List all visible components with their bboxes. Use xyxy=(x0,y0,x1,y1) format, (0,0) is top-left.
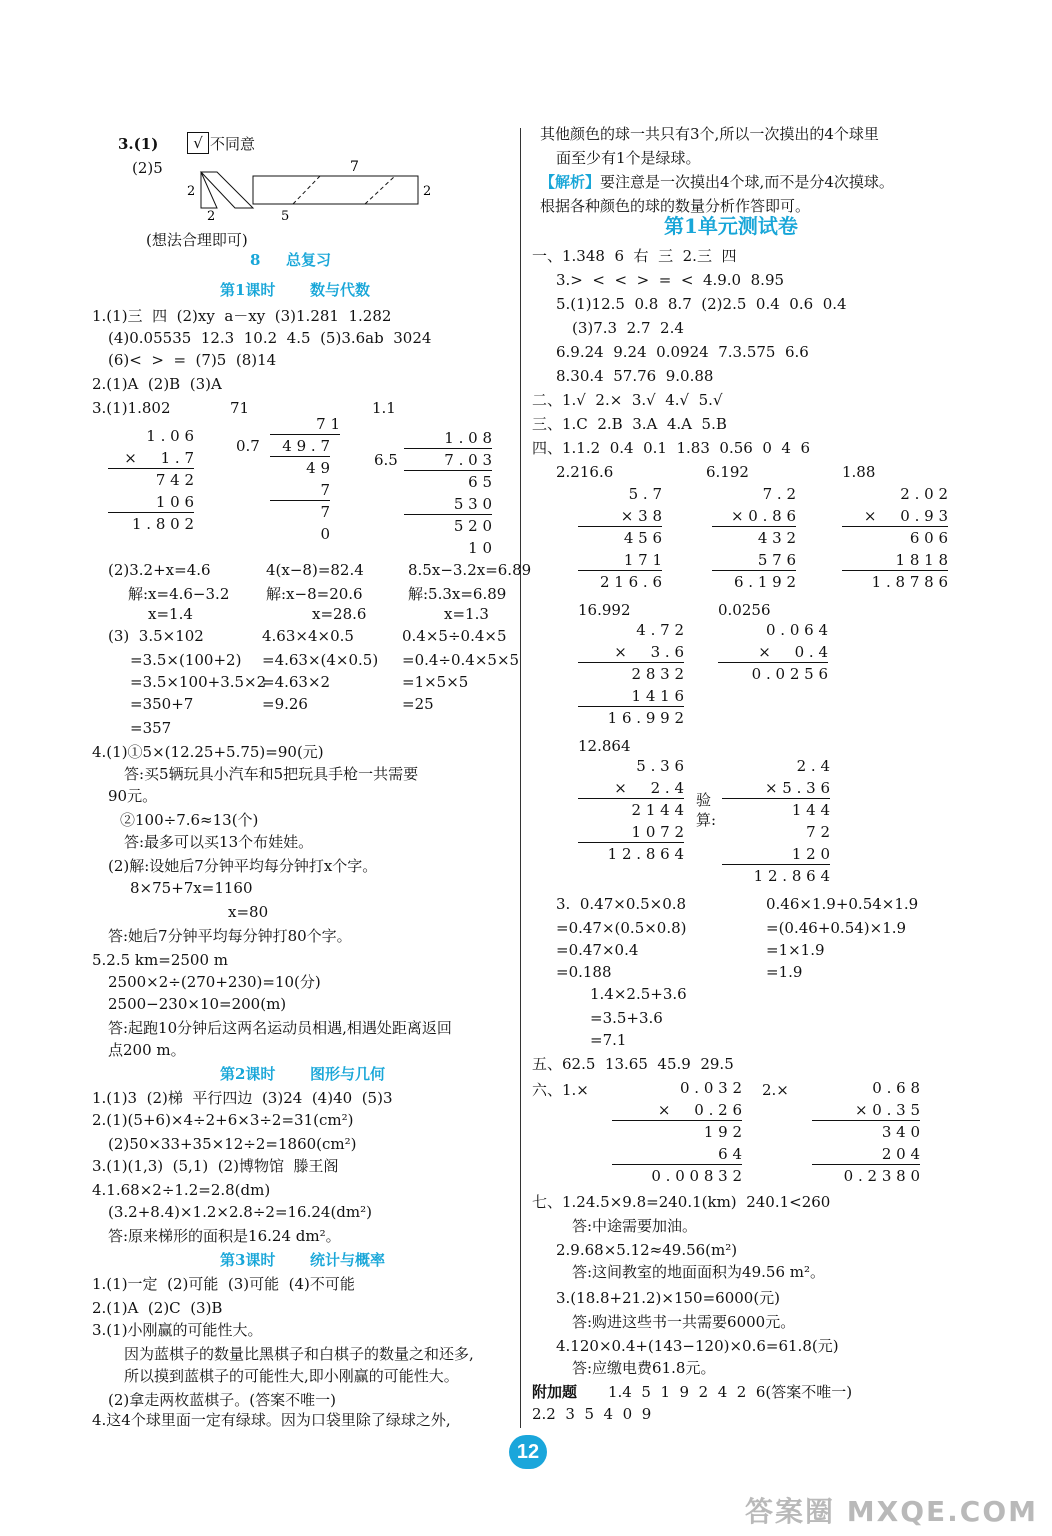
rule-line xyxy=(108,468,194,469)
text-line: x=28.6 xyxy=(312,605,367,623)
text-line: 8.30.4 57.76 9.0.88 xyxy=(556,367,714,385)
calc-line: 6 5 xyxy=(468,473,492,491)
text-line: 3. 0.47×0.5×0.8 xyxy=(556,895,687,913)
text-line: =(0.46+0.54)×1.9 xyxy=(766,919,907,937)
lesson-topic: 数与代数 xyxy=(310,281,371,299)
text-line: 2.× xyxy=(762,1081,789,1099)
rule-line xyxy=(270,500,330,501)
text-line: 解:x−8=20.6 xyxy=(266,585,363,603)
calc-line: 0 xyxy=(320,525,330,543)
lesson-title: 第2课时 xyxy=(220,1065,276,1083)
fig-label-left: 2 xyxy=(187,184,196,199)
rule-line xyxy=(270,456,330,457)
text-line: (2)3.2+x=4.6 xyxy=(108,561,211,579)
text-line: 4.120×0.4+(143−120)×0.6=61.8(元) xyxy=(556,1337,839,1355)
text-line: 解:x=4.6−3.2 xyxy=(128,585,230,603)
calc-line: × 0 . 4 xyxy=(758,643,828,661)
calc-line: 2 1 4 4 xyxy=(631,801,684,819)
rule-line xyxy=(108,512,194,513)
calc-line: 5 . 7 xyxy=(628,485,662,503)
calc-line: 1 4 4 xyxy=(791,801,830,819)
text-line: 四、1.1.2 0.4 0.1 1.83 0.56 0 4 6 xyxy=(532,439,811,457)
calc-line: 1 6 . 9 9 2 xyxy=(607,709,684,727)
text-line: (想法合理即可) xyxy=(146,231,248,249)
calc-line: 4 9 . 7 xyxy=(282,437,330,455)
text-line: x=80 xyxy=(228,903,269,921)
text-line: x=1.3 xyxy=(444,605,489,623)
check-box: √ xyxy=(187,132,209,154)
text-line: (3)7.3 2.7 2.4 xyxy=(572,319,684,337)
text-line: 答:最多可以买13个布娃娃。 xyxy=(124,833,314,851)
calc-line: 2 . 0 2 xyxy=(900,485,948,503)
text-line: 16.992 xyxy=(578,601,631,619)
calc-line: 1 . 0 6 xyxy=(146,427,194,445)
text-line: 0.4×5÷0.4×5 xyxy=(402,627,507,645)
text-line: 其他颜色的球一共只有3个,所以一次摸出的4个球里 xyxy=(540,125,879,143)
rule-line xyxy=(842,570,948,571)
text-line: 3.(1)1.802 xyxy=(92,399,171,417)
calc-line: × 0 . 9 3 xyxy=(863,507,948,525)
text-line: (2)5 xyxy=(132,159,163,177)
text-line: 答:买5辆玩具小汽车和5把玩具手枪一共需要 xyxy=(124,765,419,783)
text-line: 答:这间教室的地面面积为49.56 m²。 xyxy=(572,1263,826,1281)
text-line: (6)< > = (7)5 (8)14 xyxy=(108,351,277,369)
text-line: 0.0256 xyxy=(718,601,771,619)
text-line: 根据各种颜色的球的数量分析作答即可。 xyxy=(540,197,811,215)
calc-line: 6 . 1 9 2 xyxy=(733,573,796,591)
calc-line: 1 2 . 8 6 4 xyxy=(607,845,684,863)
calc-line: 3 4 0 xyxy=(881,1123,920,1141)
text-line: (4)0.05535 12.3 10.2 4.5 (5)3.6ab 3024 xyxy=(108,329,432,347)
rule-line xyxy=(404,448,492,449)
calc-line: 7 4 2 xyxy=(155,471,194,489)
bonus-label: 附加题 xyxy=(532,1383,578,1401)
text-line: 点200 m。 xyxy=(108,1041,186,1059)
calc-line: × 0 . 3 5 xyxy=(854,1101,920,1119)
text-line: (3.2+8.4)×1.2×2.8÷2=16.24(dm²) xyxy=(108,1203,372,1221)
text-line: 2500−230×10=200(m) xyxy=(108,995,287,1013)
verify-label: 验 算: xyxy=(696,791,717,829)
calc-line: 7 . 2 xyxy=(762,485,796,503)
analysis-tag: 【解析】 xyxy=(540,173,601,191)
calc-line: × 5 . 3 6 xyxy=(764,779,830,797)
text-line: =3.5×(100+2) xyxy=(130,651,242,669)
calc-line: 5 7 6 xyxy=(757,551,796,569)
calc-line: × 0 . 8 6 xyxy=(730,507,796,525)
calc-line: 2 0 4 xyxy=(881,1145,920,1163)
text-line: 一、1.348 6 右 三 2.三 四 xyxy=(532,247,737,265)
calc-line: 1 . 8 0 2 xyxy=(131,515,194,533)
calc-line: 1 7 1 xyxy=(623,551,662,569)
text-line: 3.> < < > = < 4.9.0 8.95 xyxy=(556,271,785,289)
calc-line: 1 0 7 2 xyxy=(631,823,684,841)
text-line: =0.47×(0.5×0.8) xyxy=(556,919,687,937)
calc-line: 2 . 4 xyxy=(796,757,830,775)
calc-line: 4 . 7 2 xyxy=(636,621,684,639)
calc-line: 7 1 xyxy=(316,415,340,433)
text-line: 要注意是一次摸出4个球,而不是分4次摸球。 xyxy=(600,173,894,191)
calc-line: × 3 . 6 xyxy=(614,643,684,661)
text-line: =3.5+3.6 xyxy=(590,1009,663,1027)
calc-line: 6.5 xyxy=(374,451,398,469)
text-line: 二、1.√ 2.× 3.√ 4.√ 5.√ xyxy=(532,391,723,409)
text-line: 三、1.C 2.B 3.A 4.A 5.B xyxy=(532,415,727,433)
text-line: 1.88 xyxy=(842,463,876,481)
calc-line: 2 1 6 . 6 xyxy=(599,573,662,591)
text-line: 4.63×4×0.5 xyxy=(262,627,354,645)
text-line: 1.4 5 1 9 2 4 2 6(答案不唯一) xyxy=(608,1383,853,1401)
text-line: 71 xyxy=(230,399,250,417)
calc-line: 6 0 6 xyxy=(909,529,948,547)
text-line: 6.192 xyxy=(706,463,749,481)
rectangle-figure xyxy=(187,159,435,224)
section-number: 8 xyxy=(250,251,261,269)
rule-line xyxy=(578,842,684,843)
calc-line: 1 0 6 xyxy=(155,493,194,511)
calc-line: 2 8 3 2 xyxy=(631,665,684,683)
fig-label-b1: 2 xyxy=(207,209,216,224)
text-line: =0.188 xyxy=(556,963,612,981)
calc-line: 5 . 3 6 xyxy=(636,757,684,775)
text-line: 五、62.5 13.65 45.9 29.5 xyxy=(532,1055,734,1073)
calc-line: 1 2 . 8 6 4 xyxy=(753,867,830,885)
text-line: 3.(1)(1,3) (5,1) (2)博物馆 滕王阁 xyxy=(92,1157,339,1175)
text-line: 2.2 3 5 4 0 9 xyxy=(532,1405,652,1423)
rule-line xyxy=(578,526,662,527)
text-line: 5.2.5 km=2500 m xyxy=(92,951,228,969)
rule-line xyxy=(722,864,830,865)
calc-line: 1 4 1 6 xyxy=(631,687,684,705)
column-divider xyxy=(520,128,521,1428)
text-line: 6.9.24 9.24 0.0924 7.3.575 6.6 xyxy=(556,343,809,361)
text-line: ②100÷7.6≈13(个) xyxy=(120,811,259,829)
text-line: (3) 3.5×102 xyxy=(108,627,204,645)
calc-line: 5 3 0 xyxy=(453,495,492,513)
page-number: 12 xyxy=(509,1435,547,1469)
rule-line xyxy=(718,662,828,663)
calc-line: 4 3 2 xyxy=(757,529,796,547)
unit-test-title: 第1单元测试卷 xyxy=(664,214,798,238)
text-line: =9.26 xyxy=(262,695,308,713)
text-line: 12.864 xyxy=(578,737,631,755)
text-line: 4.1.68×2÷1.2=2.8(dm) xyxy=(92,1181,271,1199)
text-line: x=1.4 xyxy=(148,605,193,623)
text-line: 解:5.3x=6.89 xyxy=(408,585,507,603)
calc-line: 4 5 6 xyxy=(623,529,662,547)
calc-line: × 0 . 2 6 xyxy=(657,1101,742,1119)
text-line: 答:原来梯形的面积是16.24 dm²。 xyxy=(108,1227,341,1245)
text-line: 面至少有1个是绿球。 xyxy=(556,149,701,167)
text-line: 2500×2÷(270+230)=10(分) xyxy=(108,973,321,991)
text-line: 90元。 xyxy=(108,787,158,805)
text-line: 4(x−8)=82.4 xyxy=(266,561,364,579)
text-line: 1.(1)三 四 (2)xy a－xy (3)1.281 1.282 xyxy=(92,307,392,325)
rule-line xyxy=(578,798,684,799)
calc-line: 1 . 0 8 xyxy=(444,429,492,447)
text-line: 答:应缴电费61.8元。 xyxy=(572,1359,716,1377)
text-line: (2)解:设她后7分钟平均每分钟打x个字。 xyxy=(108,857,378,875)
text-line: 5.(1)12.5 0.8 8.7 (2)2.5 0.4 0.6 0.4 xyxy=(556,295,847,313)
text-line: 2.(1)A (2)B (3)A xyxy=(92,375,222,393)
lesson-title: 第1课时 xyxy=(220,281,276,299)
text-line: 2.216.6 xyxy=(556,463,614,481)
text-line: 七、1.24.5×9.8=240.1(km) 240.1<260 xyxy=(532,1193,831,1211)
lesson-topic: 统计与概率 xyxy=(310,1251,386,1269)
text-line: 答:中途需要加油。 xyxy=(572,1217,698,1235)
calc-line: 5 2 0 xyxy=(453,517,492,535)
text-line: 所以摸到蓝棋子的可能性大,即小刚赢的可能性大。 xyxy=(124,1367,459,1385)
fig-label-b2: 5 xyxy=(281,209,290,224)
calc-line: 1 0 xyxy=(468,539,492,557)
calc-line: 6 4 xyxy=(718,1145,742,1163)
text-line: =3.5×100+3.5×2 xyxy=(130,673,267,691)
rule-line xyxy=(578,662,684,663)
calc-line: 0 . 0 6 4 xyxy=(765,621,828,639)
text-line: =25 xyxy=(402,695,434,713)
calc-line: 1 2 0 xyxy=(791,845,830,863)
text-line: (2)拿走两枚蓝棋子。(答案不唯一) xyxy=(108,1391,336,1409)
calc-line: 0 . 0 3 2 xyxy=(679,1079,742,1097)
text-line: 答:购进这些书一共需要6000元。 xyxy=(572,1313,796,1331)
rule-line xyxy=(812,1120,920,1121)
text-line: 2.(1)(5+6)×4÷2+6×3÷2=31(cm²) xyxy=(92,1111,354,1129)
calc-line: 7 xyxy=(320,481,330,499)
calc-line: 0 . 0 2 5 6 xyxy=(751,665,828,683)
lesson-title: 第3课时 xyxy=(220,1251,276,1269)
rule-line xyxy=(578,570,662,571)
rule-line xyxy=(578,706,684,707)
calc-line: × 3 8 xyxy=(620,507,662,525)
lesson-topic: 图形与几何 xyxy=(310,1065,386,1083)
rule-line xyxy=(842,526,948,527)
text-line: =1×1.9 xyxy=(766,941,825,959)
text-line: =0.47×0.4 xyxy=(556,941,639,959)
text-line: 0.46×1.9+0.54×1.9 xyxy=(766,895,919,913)
text-line: 4.(1)①5×(12.25+5.75)=90(元) xyxy=(92,743,324,761)
text-line: =4.63×(4×0.5) xyxy=(262,651,379,669)
text-line: =350+7 xyxy=(130,695,194,713)
text-line: (2)50×33+35×12÷2=1860(cm²) xyxy=(108,1135,357,1153)
calc-line: 7 . 0 3 xyxy=(444,451,492,469)
text-line: 8.5x−3.2x=6.89 xyxy=(408,561,532,579)
text-line: 3.(18.8+21.2)×150=6000(元) xyxy=(556,1289,781,1307)
text-line: =1.9 xyxy=(766,963,803,981)
calc-line: 7 xyxy=(320,503,330,521)
fig-label-right: 2 xyxy=(423,184,432,199)
text-line: 1.1 xyxy=(372,399,396,417)
calc-line: 1 . 8 7 8 6 xyxy=(871,573,948,591)
rule-line xyxy=(270,434,340,435)
text-line: 1.(1)一定 (2)可能 (3)可能 (4)不可能 xyxy=(92,1275,355,1293)
rule-line xyxy=(712,526,796,527)
text-line: =7.1 xyxy=(590,1031,627,1049)
text-line: 不同意 xyxy=(210,135,256,153)
fig-label-top: 7 xyxy=(350,159,359,175)
text-line: =4.63×2 xyxy=(262,673,331,691)
text-line: =0.4÷0.4×5×5 xyxy=(402,651,520,669)
calc-line: × 2 . 4 xyxy=(614,779,684,797)
rule-line xyxy=(612,1120,742,1121)
text-line: 答:她后7分钟平均每分钟打80个字。 xyxy=(108,927,352,945)
text-line: 因为蓝棋子的数量比黑棋子和白棋子的数量之和还多, xyxy=(124,1345,474,1363)
watermark: 答案圈 MXQE.COM xyxy=(745,1495,1038,1528)
text-line: 2.9.68×5.12≈49.56(m²) xyxy=(556,1241,738,1259)
text-line: 1.(1)3 (2)梯 平行四边 (3)24 (4)40 (5)3 xyxy=(92,1089,393,1107)
calc-line: 0 . 0 0 8 3 2 xyxy=(651,1167,742,1185)
text-line: =1×5×5 xyxy=(402,673,469,691)
section-title: 总复习 xyxy=(286,251,332,269)
text-line: 答:起跑10分钟后这两名运动员相遇,相遇处距离返回 xyxy=(108,1019,452,1037)
calc-line: 1 8 1 8 xyxy=(895,551,948,569)
calc-line: × 1 . 7 xyxy=(124,449,194,467)
calc-line: 0 . 2 3 8 0 xyxy=(843,1167,920,1185)
rule-line xyxy=(612,1164,742,1165)
rule-line xyxy=(404,514,492,515)
calc-line: 0.7 xyxy=(236,437,260,455)
calc-line: 1 9 2 xyxy=(703,1123,742,1141)
calc-line: 0 . 6 8 xyxy=(872,1079,920,1097)
text-line: 六、1.× xyxy=(532,1081,589,1099)
text-line: 3.(1)小刚赢的可能性大。 xyxy=(92,1321,263,1339)
rule-line xyxy=(722,798,830,799)
text-line: 1.4×2.5+3.6 xyxy=(590,985,687,1003)
text-line: 4.这4个球里面一定有绿球。因为口袋里除了绿球之外, xyxy=(92,1411,451,1429)
text-line: 2.(1)A (2)C (3)B xyxy=(92,1299,223,1317)
calc-line: 4 9 xyxy=(306,459,330,477)
calc-line: 7 2 xyxy=(806,823,830,841)
text-line: =357 xyxy=(130,719,172,737)
rule-line xyxy=(712,570,796,571)
text-line: 8×75+7x=1160 xyxy=(130,879,253,897)
rule-line xyxy=(812,1164,920,1165)
text-line: 3.(1) xyxy=(118,135,159,153)
rule-line xyxy=(404,470,492,471)
